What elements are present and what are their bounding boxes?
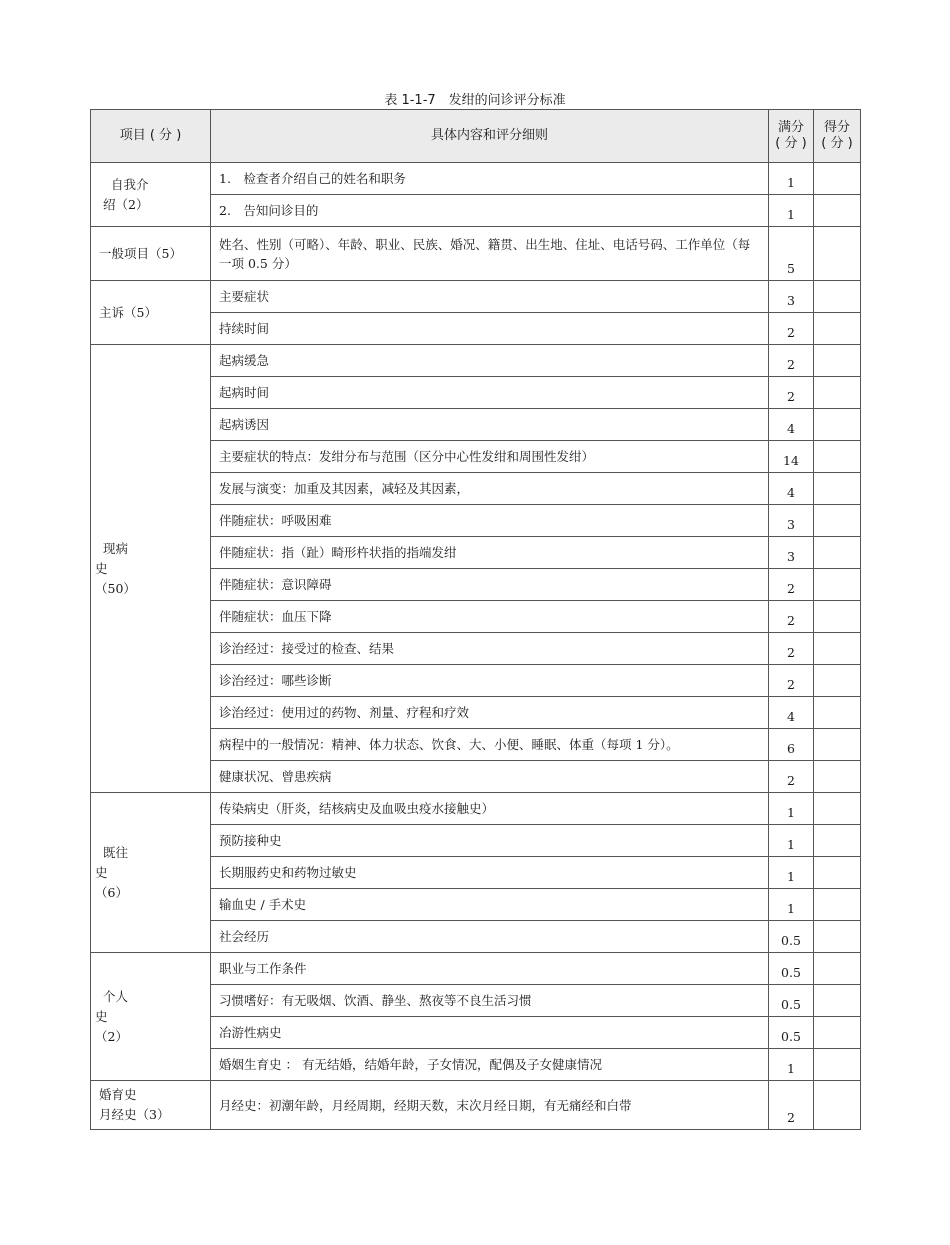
category-label: 现病 [103, 540, 129, 556]
table-caption: 表 1-1-7 发绀的问诊评分标准 [384, 93, 566, 108]
earned-score-cell[interactable] [814, 921, 861, 953]
header-full-score-line2: ( 分 ) [775, 136, 807, 151]
criteria-text: 诊治经过：接受过的检查、结果 [211, 633, 769, 665]
full-score: 4 [769, 697, 814, 729]
scoring-table [90, 109, 861, 1130]
earned-score-cell[interactable] [814, 163, 861, 195]
full-score: 2 [769, 345, 814, 377]
criteria-text: 姓名、性别（可略）、年龄、职业、民族、婚况、籍贯、出生地、住址、电话号码、工作单位（每一项 0.5 分） [211, 227, 769, 281]
earned-score-cell[interactable] [814, 825, 861, 857]
header-got-score [814, 110, 861, 163]
category-label: 主诉（5） [99, 304, 157, 320]
full-score: 2 [769, 569, 814, 601]
criteria-text: 诊治经过：使用过的药物、剂量、疗程和疗效 [211, 697, 769, 729]
criteria-text: 伴随症状：意识障碍 [211, 569, 769, 601]
category-label: （6） [95, 884, 128, 900]
full-score: 1 [769, 889, 814, 921]
criteria-text: 主要症状 [211, 281, 769, 313]
earned-score-cell[interactable] [814, 441, 861, 473]
full-score: 2 [769, 633, 814, 665]
category-cell [91, 227, 211, 281]
criteria-text: 主要症状的特点：发绀分布与范围（区分中心性发绀和周围性发绀） [211, 441, 769, 473]
earned-score-cell[interactable] [814, 793, 861, 825]
earned-score-cell[interactable] [814, 729, 861, 761]
earned-score-cell[interactable] [814, 345, 861, 377]
criteria-text: 社会经历 [211, 921, 769, 953]
earned-score-cell[interactable] [814, 1017, 861, 1049]
earned-score-cell[interactable] [814, 227, 861, 281]
criteria-text: 婚姻生育史 ： 有无结婚，结婚年龄，子女情况，配偶及子女健康情况 [211, 1049, 769, 1081]
criteria-text: 起病缓急 [211, 345, 769, 377]
header-full-score-line1: 满分 [777, 119, 804, 135]
earned-score-cell[interactable] [814, 889, 861, 921]
category-label: 史 [95, 1008, 108, 1024]
table-row [91, 793, 861, 825]
category-cell [91, 1081, 211, 1130]
table-body [91, 163, 861, 1130]
category-label: 绍（2） [103, 196, 149, 212]
earned-score-cell[interactable] [814, 953, 861, 985]
earned-score-cell[interactable] [814, 377, 861, 409]
earned-score-cell[interactable] [814, 665, 861, 697]
criteria-text: 长期服药史和药物过敏史 [211, 857, 769, 889]
criteria-text: 伴随症状：呼吸困难 [211, 505, 769, 537]
category-label: 月经史（3） [99, 1107, 170, 1122]
criteria-text: 起病诱因 [211, 409, 769, 441]
full-score: 2 [769, 601, 814, 633]
criteria-text: 伴随症状：指（趾）畸形杵状指的指端发绀 [211, 537, 769, 569]
criteria-text: 1. 检查者介绍自己的姓名和职务 [211, 163, 769, 195]
header-full-score [769, 110, 814, 163]
category-label: （50） [95, 580, 136, 596]
category-label: （2） [95, 1028, 128, 1044]
full-score: 3 [769, 281, 814, 313]
full-score: 5 [769, 227, 814, 281]
table-row [91, 227, 861, 281]
full-score: 0.5 [769, 985, 814, 1017]
full-score: 4 [769, 409, 814, 441]
earned-score-cell[interactable] [814, 1081, 861, 1130]
table-header-row [91, 110, 861, 163]
table-row [91, 1081, 861, 1130]
header-got-score-line2: ( 分 ) [821, 136, 853, 151]
full-score: 0.5 [769, 1017, 814, 1049]
full-score: 6 [769, 729, 814, 761]
earned-score-cell[interactable] [814, 761, 861, 793]
header-item: 项目 ( 分 ) [91, 110, 211, 163]
full-score: 0.5 [769, 921, 814, 953]
full-score: 3 [769, 537, 814, 569]
criteria-text: 传染病史（肝炎，结核病史及血吸虫疫水接触史） [211, 793, 769, 825]
criteria-text: 伴随症状：血压下降 [211, 601, 769, 633]
category-label: 史 [95, 864, 108, 880]
full-score: 0.5 [769, 953, 814, 985]
category-label: 一般项目（5） [99, 245, 182, 261]
criteria-text: 冶游性病史 [211, 1017, 769, 1049]
criteria-text: 诊治经过：哪些诊断 [211, 665, 769, 697]
full-score: 3 [769, 505, 814, 537]
earned-score-cell[interactable] [814, 313, 861, 345]
category-label: 史 [95, 560, 108, 576]
full-score: 1 [769, 195, 814, 227]
table-row [91, 345, 861, 377]
category-cell [91, 953, 211, 1081]
full-score: 2 [769, 313, 814, 345]
criteria-text: 起病时间 [211, 377, 769, 409]
criteria-text: 输血史 / 手术史 [211, 889, 769, 921]
category-label: 既往 [103, 844, 129, 860]
table-row [91, 953, 861, 985]
earned-score-cell[interactable] [814, 537, 861, 569]
full-score: 2 [769, 1081, 814, 1130]
earned-score-cell[interactable] [814, 409, 861, 441]
full-score: 1 [769, 857, 814, 889]
earned-score-cell[interactable] [814, 985, 861, 1017]
earned-score-cell[interactable] [814, 633, 861, 665]
table-row [91, 163, 861, 195]
criteria-text: 职业与工作条件 [211, 953, 769, 985]
criteria-text: 预防接种史 [211, 825, 769, 857]
earned-score-cell[interactable] [814, 473, 861, 505]
criteria-text: 月经史：初潮年龄，月经周期，经期天数，末次月经日期，有无痛经和白带 [211, 1081, 769, 1130]
earned-score-cell[interactable] [814, 857, 861, 889]
table-row [91, 281, 861, 313]
category-label: 个人 [103, 988, 129, 1004]
full-score: 1 [769, 1049, 814, 1081]
category-label: 婚育史 [99, 1087, 137, 1102]
earned-score-cell[interactable] [814, 601, 861, 633]
full-score: 1 [769, 793, 814, 825]
full-score: 1 [769, 163, 814, 195]
earned-score-cell[interactable] [814, 195, 861, 227]
category-cell [91, 163, 211, 227]
criteria-text: 2. 告知问诊目的 [211, 195, 769, 227]
header-content: 具体内容和评分细则 [211, 110, 769, 163]
full-score: 2 [769, 665, 814, 697]
category-label: 自我介 [111, 176, 149, 192]
earned-score-cell[interactable] [814, 569, 861, 601]
full-score: 2 [769, 377, 814, 409]
earned-score-cell[interactable] [814, 281, 861, 313]
criteria-text: 健康状况、曾患疾病 [211, 761, 769, 793]
full-score: 1 [769, 825, 814, 857]
criteria-text: 习惯嗜好：有无吸烟、饮酒、静坐、熬夜等不良生活习惯 [211, 985, 769, 1017]
earned-score-cell[interactable] [814, 505, 861, 537]
category-cell [91, 345, 211, 793]
full-score: 4 [769, 473, 814, 505]
full-score: 14 [769, 441, 814, 473]
criteria-text: 发展与演变：加重及其因素，减轻及其因素， [211, 473, 769, 505]
category-cell [91, 793, 211, 953]
earned-score-cell[interactable] [814, 697, 861, 729]
full-score: 2 [769, 761, 814, 793]
criteria-text: 病程中的一般情况：精神、体力状态、饮食、大、小便、睡眠、体重（每项 1 分）。 [211, 729, 769, 761]
header-got-score-line1: 得分 [823, 119, 850, 135]
earned-score-cell[interactable] [814, 1049, 861, 1081]
category-cell [91, 281, 211, 345]
criteria-text: 持续时间 [211, 313, 769, 345]
